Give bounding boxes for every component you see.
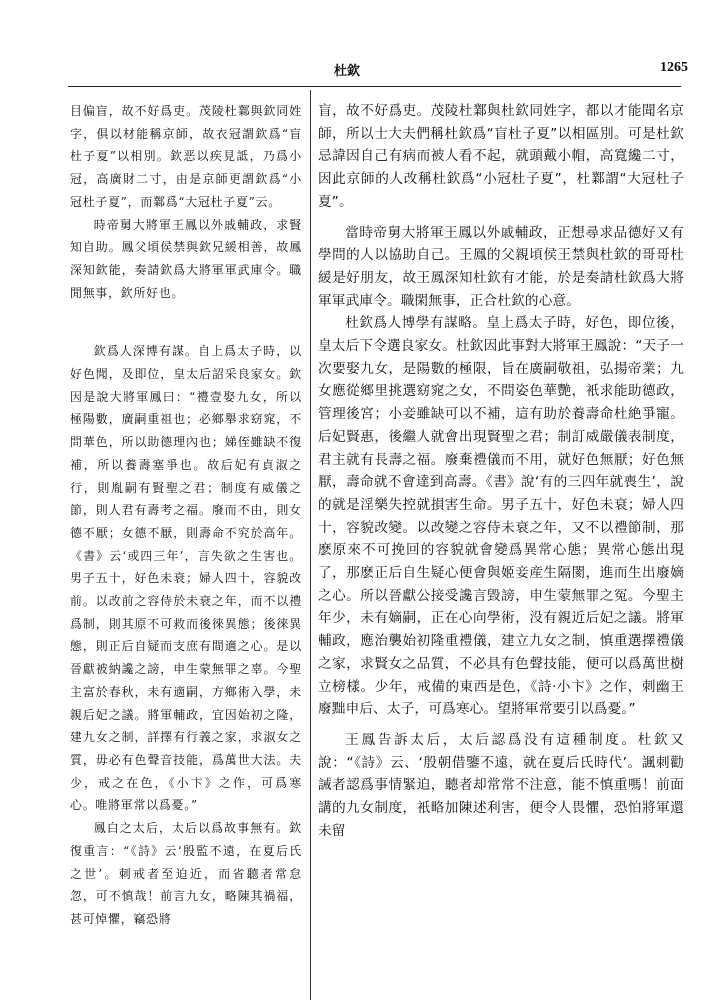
original-paragraph: 鳳白之太后，太后以爲故事無有。欽復重言：“《詩》云‘殷監不遠，在夏后氏之世’。刺戒者至迫近，而省聽者常怠忽，可不慎哉！前言九女，略陳其禍福，甚可悼懼，竊恐將: [70, 821, 302, 926]
header-rule: [68, 86, 681, 87]
translation-column: [318, 100, 684, 843]
original-text-column: [70, 100, 302, 931]
translation-paragraph: 盲，故不好爲吏。茂陵杜鄴與杜欽同姓字，都以才能聞名京師，所以士大夫們稱杜欽爲“盲杜子夏”以相區別。可是杜欽忌諱因自己有病而被人看不起，就頭戴小帽，高寬纔二寸，因此京師的人改稱杜欽爲“小冠杜子夏”，杜鄴謂“大冠杜子夏”。: [318, 103, 684, 210]
translation-paragraph: 王鳳告訴太后，太后認爲没有這種制度。杜欽又說：“《詩》云、‘殷朝借鑒不遠，就在夏后氏時代’。諷刺勸誡者認爲事情緊迫，聽者却常常不注意，能不慎重嗎！前面講的九女制度，衹略加陳述利害，便令人畏懼，恐怕將軍還未留: [318, 731, 684, 839]
original-paragraph: 目偏盲，故不好爲吏。茂陵杜鄴與欽同姓字，俱以材能稱京師，故衣冠謂欽爲“盲杜子夏”以相別。欽恶以疾見詆，乃爲小冠，高廣財二寸，由是京師更謂欽爲“小冠杜子夏”，而鄴爲“大冠杜子夏”云。: [70, 104, 302, 209]
running-title: 杜欽: [334, 64, 361, 79]
original-paragraph: 欽爲人深博有謀。自上爲太子時，以好色聞，及即位，皇太后詔采良家女。欽因是說大將軍鳳曰：“禮壹娶九女，所以極陽數，廣嗣重祖也；必鄉舉求窈窕，不問華色，所以助德理內也；娣侄雖缺不復補，所以養壽塞爭也。故后妃有貞淑之行，則胤嗣有賢聖之君；制度有威儀之節，則人君有壽考之福。廢而不由，則女德不厭；女德不厭，則壽命不究於高年。《書》云‘或四三年’，言失欲之生害也。男子五十，好色未衰；婦人四十，容貌改前。以改前之容侍於未衰之年，而不以禮爲制，則其原不可救而後徠異態；後徠異態，則正后自疑而支庶有間適之心。是以晉獻被納讒之謗，申生蒙無罪之辜。今聖主富於春秋，未有適嗣，方鄉術入學，未親后妃之議。將軍輔政，宜因始初之隆，建九女之制，詳擇有行義之家，求淑女之質，毋必有色聲音技能，爲萬世大法。夫少，戒之在色，《小卞》之作，可爲寒心。唯將軍常以爲憂。”: [70, 344, 302, 813]
column-divider: [310, 90, 311, 1000]
page-number: 1265: [660, 60, 688, 75]
translation-paragraph: 杜欽爲人博學有謀略。皇上爲太子時，好色，即位後，皇太后下令選良家女。杜欽因此事對大將軍王鳳說：“天子一次要娶九女，是陽數的極限，旨在廣嗣敬祖，弘揚帝業；九女應從鄉里挑選窈窕之女，不問姿色華艷，衹求能助德政，管理後宮；小妾雖缺可以不補，這有助於養壽命杜絶爭寵。后妃賢惠，後繼人就會出現賢聖之君；制訂威嚴儀表制度，君主就有長壽之福。廢棄禮儀而不用，就好色無厭；好色無厭，壽命就不會達到高壽。《書》說‘有的三四年就喪生’，說的就是淫樂失控就損害生命。男子五十，好色未衰；婦人四十，容貌改變。以改變之容侍未衰之年，又不以禮節制，那麽原來不可挽回的容貌就會變爲異常心態；異常心態出現了，那麽正后自生疑心便會與姬妾産生隔閡，進而生出廢嫡之心。所以晉獻公接受讒言毀謗，申生蒙無罪之冤。今聖主年少，未有嫡嗣，正在心向學術，没有親近后妃之議。將軍輔政，應治襲始初隆重禮儀，建立九女之制，慎重選擇禮儀之家，求賢女之品質，不必具有色聲技能，便可以爲萬世樹立榜樣。少年，戒備的東西是色，《詩·小卞》之作，刺幽王廢黜申后、太子，可爲寒心。望將軍常要引以爲憂。”: [318, 315, 684, 718]
translation-paragraph: 當時帝舅大將軍王鳳以外戚輔政，正想尋求品德好又有學問的人以協助自己。王鳳的父親頃侯王禁與杜欽的哥哥杜緩是好朋友，故王鳳深知杜欽有才能，於是奏請杜欽爲大將軍軍武庫令。職閑無事，正合杜欽的心意。: [318, 224, 684, 309]
original-paragraph: 時帝舅大將軍王鳳以外戚輔政，求賢知自助。鳳父頃侯禁與欽兄緩相善，故鳳深知欽能，奏請欽爲大將軍軍武庫令。職閒無事，欽所好也。: [70, 217, 302, 300]
